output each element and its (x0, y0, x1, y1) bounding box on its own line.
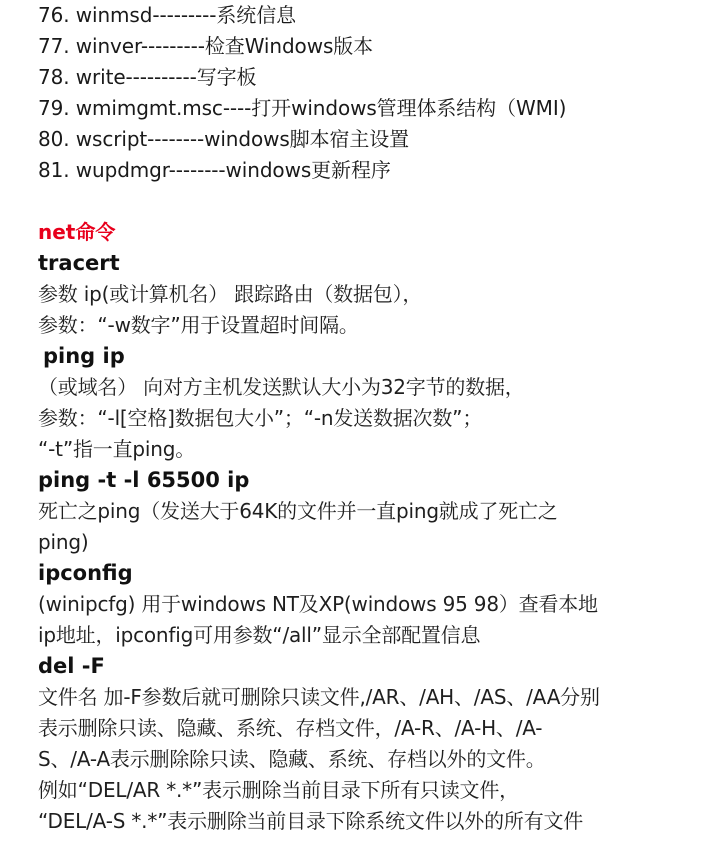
ping-desc-line: 参数：“-l[空格]数据包大小”；“-n发送数据次数”； (38, 406, 483, 430)
ipconfig-desc-line: (winipcfg) 用于windows NT及XP(windows 95 98）查看本地 (38, 592, 598, 616)
section-title-net: net命令 (38, 220, 116, 244)
command-ipconfig: ipconfig (38, 561, 133, 585)
list-item-81: 81. wupdmgr--------windows更新程序 (38, 158, 391, 182)
command-tracert: tracert (38, 251, 120, 275)
del-desc-line: S、/A-A表示删除除只读、隐藏、系统、存档以外的文件。 (38, 747, 546, 771)
del-desc-line: 文件名 加-F参数后就可删除只读文件,/AR、/AH、/AS、/AA分别 (38, 685, 600, 709)
command-ping: ping ip (43, 344, 125, 368)
ping-desc-line: “-t”指一直ping。 (38, 437, 196, 461)
ping-desc-line: （或域名） 向对方主机发送默认大小为32字节的数据， (38, 375, 525, 399)
document-page (38, 0, 708, 837)
command-del: del -F (38, 654, 105, 678)
list-item-79: 79. wmimgmt.msc----打开windows管理体系结构（WMI) (38, 96, 567, 120)
tracert-desc-line: 参数：“-w数字”用于设置超时间隔。 (38, 313, 359, 337)
list-item-80: 80. wscript--------windows脚本宿主设置 (38, 127, 410, 151)
list-item-76: 76. winmsd---------系统信息 (38, 3, 297, 27)
list-item-78: 78. write----------写字板 (38, 65, 257, 89)
del-desc-line: 表示删除只读、隐藏、系统、存档文件，/A-R、/A-H、/A- (38, 716, 543, 740)
del-desc-line: “DEL/A-S *.*”表示删除当前目录下除系统文件以外的所有文件 (38, 809, 584, 833)
del-desc-line: 例如“DEL/AR *.*”表示删除当前目录下所有只读文件， (38, 778, 519, 802)
command-ping-death: ping -t -l 65500 ip (38, 468, 250, 492)
ping-death-desc-line: 死亡之ping（发送大于64K的文件并一直ping就成了死亡之 (38, 499, 558, 523)
tracert-desc-line: 参数 ip(或计算机名） 跟踪路由（数据包）， (38, 282, 423, 306)
list-item-77: 77. winver---------检查Windows版本 (38, 34, 374, 58)
spacer (38, 186, 708, 217)
ipconfig-desc-line: ip地址，ipconfig可用参数“/all”显示全部配置信息 (38, 623, 481, 647)
ping-death-desc-line: ping) (38, 530, 89, 554)
